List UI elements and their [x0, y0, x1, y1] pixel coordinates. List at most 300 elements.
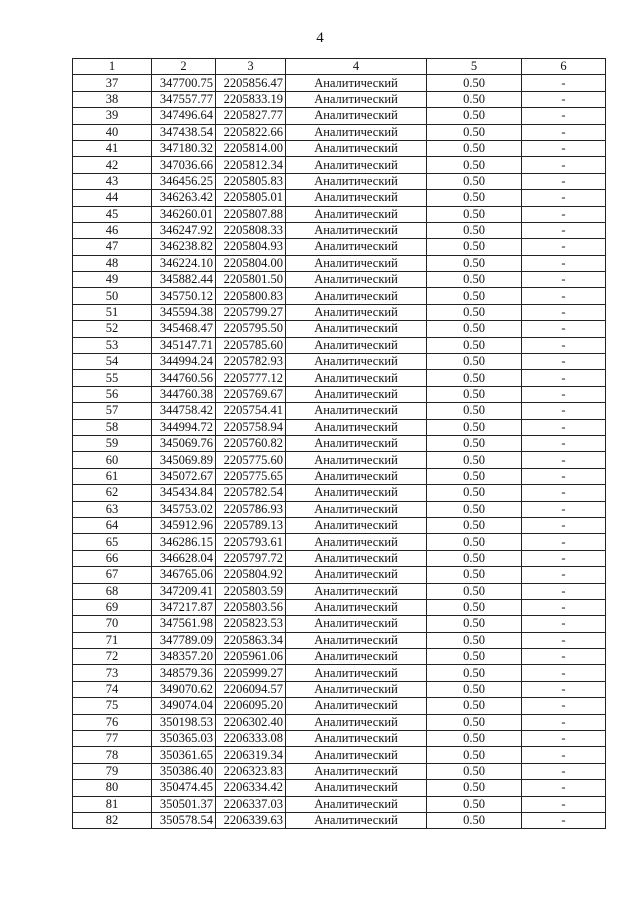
point-number-cell: 46 [73, 222, 152, 238]
y-coordinate-cell: 2206333.08 [216, 731, 286, 747]
x-coordinate-cell: 347561.98 [152, 616, 216, 632]
note-cell: - [522, 517, 606, 533]
point-number-cell: 60 [73, 452, 152, 468]
table-row [73, 452, 606, 468]
x-coordinate-cell: 348357.20 [152, 649, 216, 665]
x-coordinate-cell: 347700.75 [152, 75, 216, 91]
point-number-cell: 58 [73, 419, 152, 435]
point-number-cell: 65 [73, 534, 152, 550]
method-cell: Аналитический [286, 763, 427, 779]
method-cell: Аналитический [286, 517, 427, 533]
note-cell: - [522, 124, 606, 140]
x-coordinate-cell: 344994.24 [152, 354, 216, 370]
note-cell: - [522, 731, 606, 747]
point-number-cell: 72 [73, 649, 152, 665]
table-row [73, 780, 606, 796]
method-cell: Аналитический [286, 288, 427, 304]
accuracy-cell: 0.50 [427, 698, 522, 714]
note-cell: - [522, 91, 606, 107]
note-cell: - [522, 108, 606, 124]
x-coordinate-cell: 347496.64 [152, 108, 216, 124]
note-cell: - [522, 583, 606, 599]
table-row [73, 304, 606, 320]
method-cell: Аналитический [286, 124, 427, 140]
note-cell: - [522, 567, 606, 583]
note-cell: - [522, 681, 606, 697]
table-row [73, 91, 606, 107]
accuracy-cell: 0.50 [427, 370, 522, 386]
y-coordinate-cell: 2205801.50 [216, 272, 286, 288]
note-cell: - [522, 435, 606, 451]
point-number-cell: 39 [73, 108, 152, 124]
note-cell: - [522, 796, 606, 812]
method-cell: Аналитический [286, 75, 427, 91]
method-cell: Аналитический [286, 812, 427, 828]
y-coordinate-cell: 2205833.19 [216, 91, 286, 107]
method-cell: Аналитический [286, 419, 427, 435]
point-number-cell: 52 [73, 321, 152, 337]
x-coordinate-cell: 346286.15 [152, 534, 216, 550]
accuracy-cell: 0.50 [427, 75, 522, 91]
x-coordinate-cell: 345468.47 [152, 321, 216, 337]
accuracy-cell: 0.50 [427, 354, 522, 370]
accuracy-cell: 0.50 [427, 452, 522, 468]
y-coordinate-cell: 2206095.20 [216, 698, 286, 714]
accuracy-cell: 0.50 [427, 288, 522, 304]
x-coordinate-cell: 345147.71 [152, 337, 216, 353]
accuracy-cell: 0.50 [427, 812, 522, 828]
y-coordinate-cell: 2205804.93 [216, 239, 286, 255]
method-cell: Аналитический [286, 239, 427, 255]
accuracy-cell: 0.50 [427, 616, 522, 632]
table-row [73, 206, 606, 222]
method-cell: Аналитический [286, 403, 427, 419]
table-row [73, 616, 606, 632]
header-row [73, 59, 606, 75]
y-coordinate-cell: 2205785.60 [216, 337, 286, 353]
point-number-cell: 66 [73, 550, 152, 566]
y-coordinate-cell: 2205777.12 [216, 370, 286, 386]
column-header-4: 4 [286, 59, 427, 75]
y-coordinate-cell: 2205999.27 [216, 665, 286, 681]
table-row [73, 714, 606, 730]
method-cell: Аналитический [286, 91, 427, 107]
x-coordinate-cell: 347789.09 [152, 632, 216, 648]
point-number-cell: 77 [73, 731, 152, 747]
x-coordinate-cell: 350386.40 [152, 763, 216, 779]
accuracy-cell: 0.50 [427, 173, 522, 189]
table-body [73, 75, 606, 829]
point-number-cell: 78 [73, 747, 152, 763]
table-row [73, 75, 606, 91]
note-cell: - [522, 140, 606, 156]
note-cell: - [522, 354, 606, 370]
note-cell: - [522, 403, 606, 419]
point-number-cell: 50 [73, 288, 152, 304]
table-row [73, 649, 606, 665]
table-row [73, 239, 606, 255]
table-row [73, 468, 606, 484]
note-cell: - [522, 370, 606, 386]
accuracy-cell: 0.50 [427, 534, 522, 550]
y-coordinate-cell: 2205863.34 [216, 632, 286, 648]
point-number-cell: 73 [73, 665, 152, 681]
y-coordinate-cell: 2205769.67 [216, 386, 286, 402]
table-row [73, 681, 606, 697]
table-row [73, 550, 606, 566]
method-cell: Аналитический [286, 321, 427, 337]
note-cell: - [522, 616, 606, 632]
accuracy-cell: 0.50 [427, 321, 522, 337]
point-number-cell: 67 [73, 567, 152, 583]
accuracy-cell: 0.50 [427, 140, 522, 156]
method-cell: Аналитический [286, 534, 427, 550]
y-coordinate-cell: 2205775.65 [216, 468, 286, 484]
y-coordinate-cell: 2206339.63 [216, 812, 286, 828]
table-row [73, 124, 606, 140]
point-number-cell: 38 [73, 91, 152, 107]
method-cell: Аналитический [286, 796, 427, 812]
note-cell: - [522, 485, 606, 501]
method-cell: Аналитический [286, 370, 427, 386]
accuracy-cell: 0.50 [427, 468, 522, 484]
point-number-cell: 51 [73, 304, 152, 320]
method-cell: Аналитический [286, 206, 427, 222]
table-row [73, 370, 606, 386]
method-cell: Аналитический [286, 452, 427, 468]
method-cell: Аналитический [286, 337, 427, 353]
accuracy-cell: 0.50 [427, 681, 522, 697]
accuracy-cell: 0.50 [427, 222, 522, 238]
x-coordinate-cell: 345072.67 [152, 468, 216, 484]
y-coordinate-cell: 2205797.72 [216, 550, 286, 566]
method-cell: Аналитический [286, 108, 427, 124]
method-cell: Аналитический [286, 255, 427, 271]
accuracy-cell: 0.50 [427, 435, 522, 451]
point-number-cell: 42 [73, 157, 152, 173]
x-coordinate-cell: 347180.32 [152, 140, 216, 156]
x-coordinate-cell: 350474.45 [152, 780, 216, 796]
method-cell: Аналитический [286, 386, 427, 402]
method-cell: Аналитический [286, 681, 427, 697]
x-coordinate-cell: 350501.37 [152, 796, 216, 812]
point-number-cell: 68 [73, 583, 152, 599]
table-row [73, 222, 606, 238]
x-coordinate-cell: 347217.87 [152, 599, 216, 615]
x-coordinate-cell: 347438.54 [152, 124, 216, 140]
y-coordinate-cell: 2205808.33 [216, 222, 286, 238]
table-row [73, 435, 606, 451]
method-cell: Аналитический [286, 485, 427, 501]
point-number-cell: 69 [73, 599, 152, 615]
x-coordinate-cell: 345069.89 [152, 452, 216, 468]
accuracy-cell: 0.50 [427, 337, 522, 353]
note-cell: - [522, 419, 606, 435]
accuracy-cell: 0.50 [427, 583, 522, 599]
note-cell: - [522, 599, 606, 615]
point-number-cell: 56 [73, 386, 152, 402]
note-cell: - [522, 452, 606, 468]
accuracy-cell: 0.50 [427, 796, 522, 812]
y-coordinate-cell: 2205775.60 [216, 452, 286, 468]
note-cell: - [522, 501, 606, 517]
method-cell: Аналитический [286, 747, 427, 763]
table-row [73, 747, 606, 763]
table-row [73, 599, 606, 615]
note-cell: - [522, 173, 606, 189]
method-cell: Аналитический [286, 550, 427, 566]
x-coordinate-cell: 345594.38 [152, 304, 216, 320]
table-row [73, 517, 606, 533]
note-cell: - [522, 288, 606, 304]
y-coordinate-cell: 2206323.83 [216, 763, 286, 779]
y-coordinate-cell: 2205803.59 [216, 583, 286, 599]
method-cell: Аналитический [286, 173, 427, 189]
point-number-cell: 54 [73, 354, 152, 370]
method-cell: Аналитический [286, 354, 427, 370]
note-cell: - [522, 337, 606, 353]
accuracy-cell: 0.50 [427, 763, 522, 779]
table-row [73, 485, 606, 501]
note-cell: - [522, 321, 606, 337]
accuracy-cell: 0.50 [427, 403, 522, 419]
point-number-cell: 75 [73, 698, 152, 714]
point-number-cell: 81 [73, 796, 152, 812]
x-coordinate-cell: 345882.44 [152, 272, 216, 288]
accuracy-cell: 0.50 [427, 599, 522, 615]
y-coordinate-cell: 2205760.82 [216, 435, 286, 451]
method-cell: Аналитический [286, 435, 427, 451]
table-row [73, 321, 606, 337]
accuracy-cell: 0.50 [427, 255, 522, 271]
point-number-cell: 71 [73, 632, 152, 648]
x-coordinate-cell: 344758.42 [152, 403, 216, 419]
point-number-cell: 47 [73, 239, 152, 255]
point-number-cell: 57 [73, 403, 152, 419]
x-coordinate-cell: 345434.84 [152, 485, 216, 501]
note-cell: - [522, 75, 606, 91]
accuracy-cell: 0.50 [427, 665, 522, 681]
table-row [73, 337, 606, 353]
y-coordinate-cell: 2205827.77 [216, 108, 286, 124]
note-cell: - [522, 665, 606, 681]
method-cell: Аналитический [286, 698, 427, 714]
table-row [73, 665, 606, 681]
note-cell: - [522, 222, 606, 238]
accuracy-cell: 0.50 [427, 731, 522, 747]
note-cell: - [522, 468, 606, 484]
point-number-cell: 55 [73, 370, 152, 386]
method-cell: Аналитический [286, 649, 427, 665]
point-number-cell: 59 [73, 435, 152, 451]
method-cell: Аналитический [286, 304, 427, 320]
x-coordinate-cell: 346456.25 [152, 173, 216, 189]
y-coordinate-cell: 2205795.50 [216, 321, 286, 337]
note-cell: - [522, 386, 606, 402]
accuracy-cell: 0.50 [427, 747, 522, 763]
table-row [73, 583, 606, 599]
method-cell: Аналитический [286, 632, 427, 648]
accuracy-cell: 0.50 [427, 567, 522, 583]
column-header-2: 2 [152, 59, 216, 75]
point-number-cell: 61 [73, 468, 152, 484]
table-row [73, 173, 606, 189]
point-number-cell: 80 [73, 780, 152, 796]
accuracy-cell: 0.50 [427, 386, 522, 402]
accuracy-cell: 0.50 [427, 157, 522, 173]
column-header-6: 6 [522, 59, 606, 75]
note-cell: - [522, 550, 606, 566]
point-number-cell: 79 [73, 763, 152, 779]
method-cell: Аналитический [286, 468, 427, 484]
accuracy-cell: 0.50 [427, 780, 522, 796]
note-cell: - [522, 239, 606, 255]
x-coordinate-cell: 346765.06 [152, 567, 216, 583]
y-coordinate-cell: 2205807.88 [216, 206, 286, 222]
coordinates-table [72, 58, 606, 829]
note-cell: - [522, 714, 606, 730]
x-coordinate-cell: 346263.42 [152, 190, 216, 206]
y-coordinate-cell: 2206337.03 [216, 796, 286, 812]
x-coordinate-cell: 350361.65 [152, 747, 216, 763]
y-coordinate-cell: 2205814.00 [216, 140, 286, 156]
accuracy-cell: 0.50 [427, 206, 522, 222]
method-cell: Аналитический [286, 190, 427, 206]
accuracy-cell: 0.50 [427, 108, 522, 124]
point-number-cell: 82 [73, 812, 152, 828]
note-cell: - [522, 534, 606, 550]
point-number-cell: 64 [73, 517, 152, 533]
x-coordinate-cell: 347036.66 [152, 157, 216, 173]
x-coordinate-cell: 346224.10 [152, 255, 216, 271]
x-coordinate-cell: 345750.12 [152, 288, 216, 304]
x-coordinate-cell: 344760.56 [152, 370, 216, 386]
method-cell: Аналитический [286, 501, 427, 517]
page-number: 4 [316, 30, 324, 46]
y-coordinate-cell: 2205803.56 [216, 599, 286, 615]
table-row [73, 272, 606, 288]
note-cell: - [522, 157, 606, 173]
y-coordinate-cell: 2205800.83 [216, 288, 286, 304]
x-coordinate-cell: 346247.92 [152, 222, 216, 238]
x-coordinate-cell: 345753.02 [152, 501, 216, 517]
note-cell: - [522, 255, 606, 271]
table-row [73, 386, 606, 402]
y-coordinate-cell: 2205961.06 [216, 649, 286, 665]
accuracy-cell: 0.50 [427, 501, 522, 517]
table-row [73, 796, 606, 812]
accuracy-cell: 0.50 [427, 190, 522, 206]
y-coordinate-cell: 2205758.94 [216, 419, 286, 435]
table-row [73, 501, 606, 517]
column-header-1: 1 [73, 59, 152, 75]
accuracy-cell: 0.50 [427, 714, 522, 730]
table-row [73, 157, 606, 173]
note-cell: - [522, 763, 606, 779]
method-cell: Аналитический [286, 616, 427, 632]
method-cell: Аналитический [286, 272, 427, 288]
y-coordinate-cell: 2206319.34 [216, 747, 286, 763]
point-number-cell: 53 [73, 337, 152, 353]
note-cell: - [522, 304, 606, 320]
method-cell: Аналитический [286, 140, 427, 156]
note-cell: - [522, 272, 606, 288]
point-number-cell: 48 [73, 255, 152, 271]
column-header-3: 3 [216, 59, 286, 75]
accuracy-cell: 0.50 [427, 304, 522, 320]
accuracy-cell: 0.50 [427, 91, 522, 107]
y-coordinate-cell: 2205799.27 [216, 304, 286, 320]
x-coordinate-cell: 346238.82 [152, 239, 216, 255]
x-coordinate-cell: 347557.77 [152, 91, 216, 107]
point-number-cell: 70 [73, 616, 152, 632]
method-cell: Аналитический [286, 780, 427, 796]
accuracy-cell: 0.50 [427, 550, 522, 566]
note-cell: - [522, 747, 606, 763]
x-coordinate-cell: 350365.03 [152, 731, 216, 747]
y-coordinate-cell: 2206094.57 [216, 681, 286, 697]
x-coordinate-cell: 350198.53 [152, 714, 216, 730]
table-row [73, 255, 606, 271]
y-coordinate-cell: 2205804.00 [216, 255, 286, 271]
method-cell: Аналитический [286, 665, 427, 681]
y-coordinate-cell: 2205793.61 [216, 534, 286, 550]
y-coordinate-cell: 2205782.54 [216, 485, 286, 501]
x-coordinate-cell: 346260.01 [152, 206, 216, 222]
table-row [73, 534, 606, 550]
x-coordinate-cell: 350578.54 [152, 812, 216, 828]
x-coordinate-cell: 344994.72 [152, 419, 216, 435]
table-row [73, 288, 606, 304]
x-coordinate-cell: 349074.04 [152, 698, 216, 714]
accuracy-cell: 0.50 [427, 419, 522, 435]
note-cell: - [522, 812, 606, 828]
table-row [73, 731, 606, 747]
table-row [73, 632, 606, 648]
x-coordinate-cell: 347209.41 [152, 583, 216, 599]
method-cell: Аналитический [286, 583, 427, 599]
table-row [73, 567, 606, 583]
point-number-cell: 40 [73, 124, 152, 140]
method-cell: Аналитический [286, 157, 427, 173]
point-number-cell: 62 [73, 485, 152, 501]
y-coordinate-cell: 2205812.34 [216, 157, 286, 173]
table-row [73, 698, 606, 714]
note-cell: - [522, 632, 606, 648]
y-coordinate-cell: 2206302.40 [216, 714, 286, 730]
point-number-cell: 41 [73, 140, 152, 156]
y-coordinate-cell: 2205805.83 [216, 173, 286, 189]
point-number-cell: 43 [73, 173, 152, 189]
method-cell: Аналитический [286, 714, 427, 730]
table-row [73, 140, 606, 156]
accuracy-cell: 0.50 [427, 239, 522, 255]
note-cell: - [522, 649, 606, 665]
table-row [73, 419, 606, 435]
point-number-cell: 49 [73, 272, 152, 288]
y-coordinate-cell: 2205786.93 [216, 501, 286, 517]
point-number-cell: 37 [73, 75, 152, 91]
y-coordinate-cell: 2206334.42 [216, 780, 286, 796]
accuracy-cell: 0.50 [427, 485, 522, 501]
y-coordinate-cell: 2205805.01 [216, 190, 286, 206]
point-number-cell: 74 [73, 681, 152, 697]
table-row [73, 190, 606, 206]
method-cell: Аналитический [286, 567, 427, 583]
table-row [73, 763, 606, 779]
x-coordinate-cell: 345912.96 [152, 517, 216, 533]
method-cell: Аналитический [286, 599, 427, 615]
